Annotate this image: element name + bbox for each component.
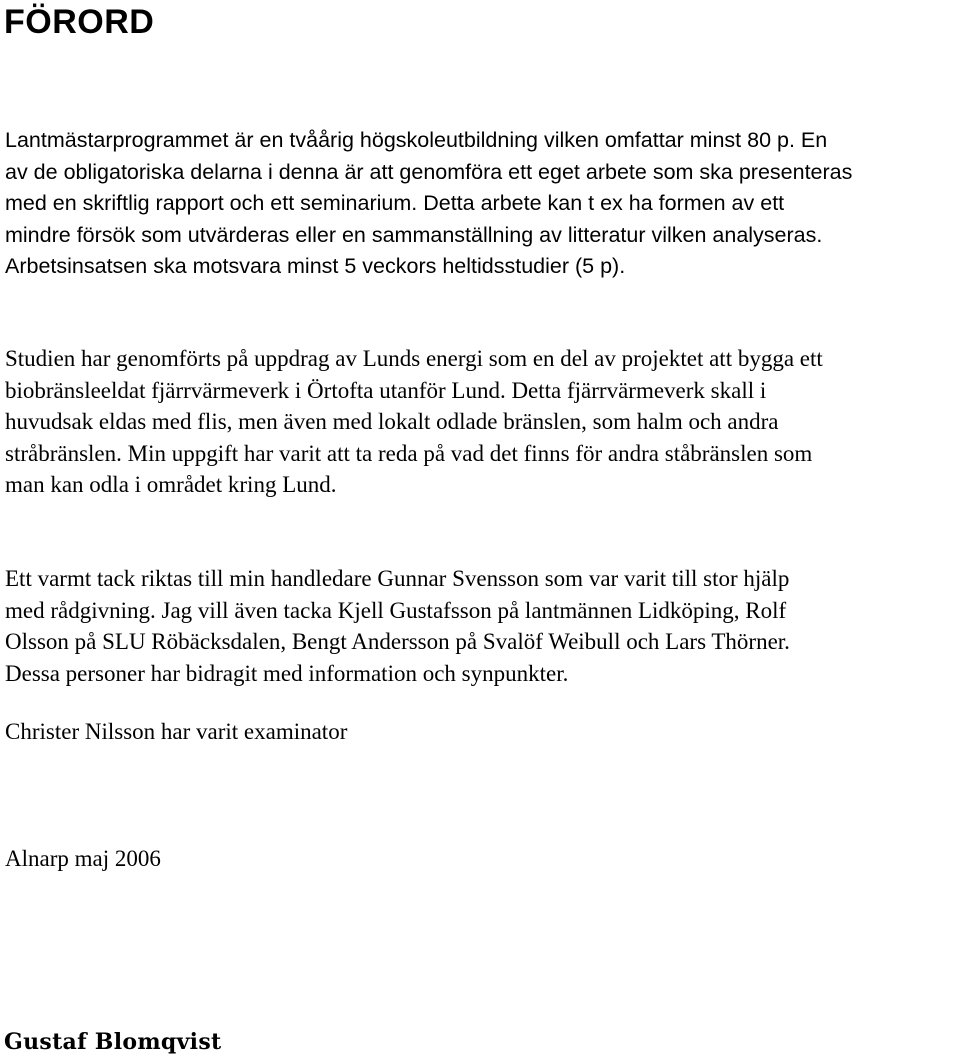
author-signature: Gustaf Blomqvist bbox=[4, 1029, 222, 1055]
text-line: Lantmästarprogrammet är en tvåårig högskoleutbildning vilken omfattar minst 80 p. En bbox=[5, 128, 828, 152]
text-line: mindre försök som utvärderas eller en sammanställning av litteratur vilken analyseras. bbox=[5, 222, 823, 247]
page-title: FÖRORD bbox=[4, 3, 155, 41]
text-line: Dessa personer har bidragit med information och synpunkter. bbox=[5, 660, 569, 686]
acknowledgements-paragraph bbox=[5, 563, 790, 689]
place-date: Alnarp maj 2006 bbox=[5, 846, 161, 871]
text-line: Arbetsinsatsen ska motsvara minst 5 veckors heltidsstudier (5 p). bbox=[5, 254, 626, 278]
text-line: huvudsak eldas med flis, men även med lokalt odlade bränslen, som halm och andra bbox=[5, 409, 779, 434]
text-line: man kan odla i området kring Lund. bbox=[5, 472, 337, 497]
examiner-line: Christer Nilsson har varit examinator bbox=[5, 719, 348, 744]
text-line: med rådgivning. Jag vill även tacka Kjell Gustafsson på lantmännen Lidköping, Rolf bbox=[5, 597, 787, 623]
text-line: med en skriftlig rapport och ett seminarium. Detta arbete kan t ex ha formen av ett bbox=[5, 191, 785, 215]
text-line: Studien har genomförts på uppdrag av Lunds energi som en del av projektet att bygga ett bbox=[5, 346, 823, 371]
text-line: av de obligatoriska delarna i denna är att genomföra ett eget arbete som ska presenteras bbox=[5, 159, 853, 184]
text-line: Ett varmt tack riktas till min handledare Gunnar Svensson som var varit till stor hjälp bbox=[5, 566, 790, 591]
text-line: biobränsleeldat fjärrvärmeverk i Örtofta utanför Lund. Detta fjärrvärmeverk skall i bbox=[5, 377, 767, 403]
text-line: Olsson på SLU Röbäcksdalen, Bengt Andersson på Svalöf Weibull och Lars Thörner. bbox=[5, 629, 790, 654]
text-line: stråbränslen. Min uppgift har varit att ta reda på vad det finns för andra ståbränslen som bbox=[5, 440, 813, 466]
study-paragraph bbox=[5, 343, 823, 501]
intro-paragraph bbox=[5, 125, 852, 283]
